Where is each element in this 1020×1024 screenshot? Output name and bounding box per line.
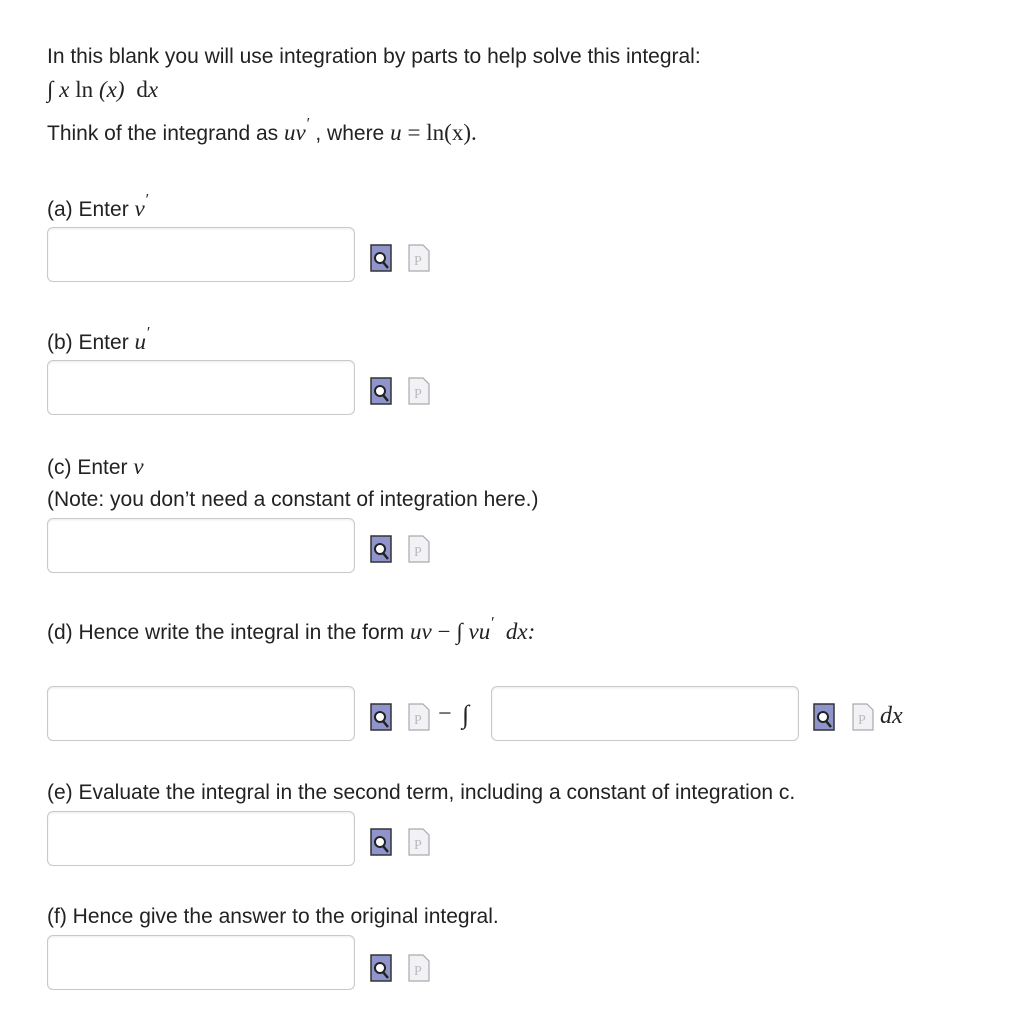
svg-text:P: P <box>414 964 422 979</box>
part-c-answer-input[interactable] <box>47 518 355 573</box>
preview-magnifier-icon[interactable] <box>369 702 393 732</box>
part-c-label: (c) Enter v <box>47 454 144 479</box>
svg-text:P: P <box>414 254 422 269</box>
p-document-icon[interactable] <box>407 702 431 732</box>
svg-text:P: P <box>858 713 866 728</box>
p-document-icon[interactable] <box>407 534 431 564</box>
intro-instruction: In this blank you will use integration by parts to help solve this integral: <box>47 45 701 68</box>
svg-text:P: P <box>414 838 422 853</box>
svg-text:P: P <box>414 387 422 402</box>
part-a-answer-input[interactable] <box>47 227 355 282</box>
preview-magnifier-icon[interactable] <box>369 534 393 564</box>
preview-magnifier-icon[interactable] <box>812 702 836 732</box>
minus-sign: − <box>438 701 452 727</box>
preview-magnifier-icon[interactable] <box>369 827 393 857</box>
svg-text:P: P <box>414 713 422 728</box>
dx-label: dx <box>880 703 903 729</box>
part-b-answer-input[interactable] <box>47 360 355 415</box>
integral-sign: ∫ <box>47 77 54 102</box>
preview-magnifier-icon[interactable] <box>369 243 393 273</box>
integral-expression: ∫ x ln (x) dx <box>47 77 159 102</box>
p-document-icon[interactable] <box>407 376 431 406</box>
part-b-label: (b) Enter u′ <box>47 324 150 354</box>
integral-sign: ∫ <box>462 700 470 729</box>
part-e-label: (e) Evaluate the integral in the second term, including a constant of integration c. <box>47 781 796 804</box>
svg-text:P: P <box>414 545 422 560</box>
preview-magnifier-icon[interactable] <box>369 376 393 406</box>
integrand-hint: Think of the integrand as uv′ , where u = ln(x). <box>47 115 477 145</box>
part-d-uv-input[interactable] <box>47 686 355 741</box>
p-document-icon[interactable] <box>407 953 431 983</box>
preview-magnifier-icon[interactable] <box>369 953 393 983</box>
p-document-icon[interactable] <box>407 827 431 857</box>
p-document-icon[interactable] <box>851 702 875 732</box>
part-f-answer-input[interactable] <box>47 935 355 990</box>
part-d-label: (d) Hence write the integral in the form uv − ∫ vu′ dx: <box>47 614 536 644</box>
part-e-answer-input[interactable] <box>47 811 355 866</box>
part-f-label: (f) Hence give the answer to the original integral. <box>47 905 499 928</box>
p-document-icon[interactable] <box>407 243 431 273</box>
part-c-note: (Note: you don’t need a constant of integration here.) <box>47 488 539 511</box>
part-a-label: (a) Enter v′ <box>47 191 149 221</box>
part-d-vu-prime-input[interactable] <box>491 686 799 741</box>
